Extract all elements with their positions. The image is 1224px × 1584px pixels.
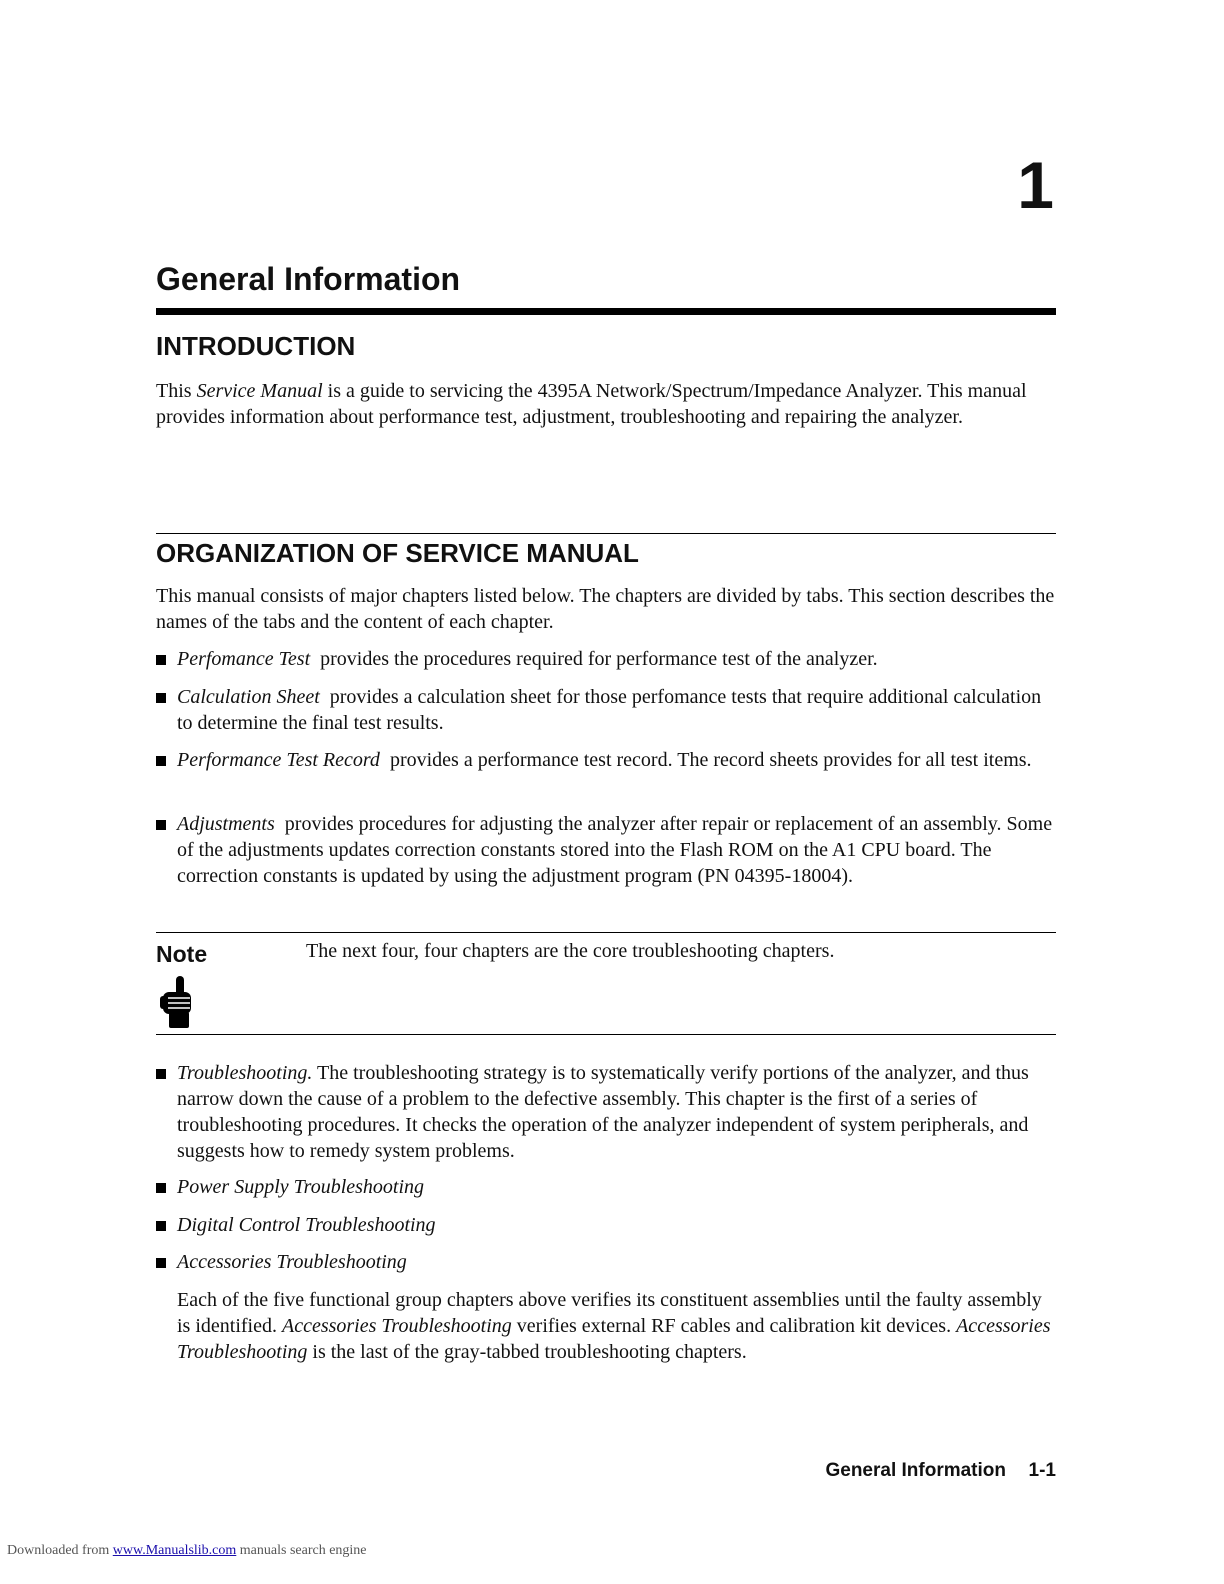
list-item-title: Power Supply Troubleshooting — [177, 1176, 425, 1198]
introduction-paragraph: This Service Manual is a guide to servicing the 4395A Network/Spectrum/Impedance Analyzer. This manual provides information about performance test, adjustment, troubleshooting and repairing the analyzer. — [156, 380, 1027, 428]
bullet-square-icon — [156, 1183, 166, 1193]
footer-page-number: 1-1 — [1028, 1460, 1056, 1481]
bullet-square-icon — [156, 820, 166, 830]
title-rule — [156, 308, 1056, 315]
list-item — [156, 1174, 1056, 1200]
closing-paragraph: Each of the five functional group chapters above verifies its constituent assemblies until the faulty assembly is identified. Accessories Troubleshooting verifies external RF cables and calibration kit devices. Accessories Troubleshooting is the last of the gray-tabbed troubleshooting chapters. — [177, 1289, 1051, 1363]
bullet-square-icon — [156, 1069, 166, 1079]
list-item — [156, 1212, 1056, 1238]
list-item: Troubleshooting. The troubleshooting strategy is to systematically verify portions of the analyzer, and thus narrow down the cause of a problem to the defective assembly. This chapter is the first of a series of troubleshooting procedures. It checks the operation of the analyzer independent of system peripherals, and suggests how to remedy system problems. — [156, 1060, 1056, 1164]
list-item: Performance Test Record provides a performance test record. The record sheets provides for all test items. — [156, 747, 1056, 773]
chapter-number: 1 — [1017, 148, 1054, 222]
list-item-title: Calculation Sheet — [177, 686, 320, 708]
list-item — [156, 1249, 1056, 1275]
bullet-square-icon — [156, 1221, 166, 1231]
list-item-title: Perfomance Test — [177, 648, 311, 670]
introduction-heading: INTRODUCTION — [156, 331, 356, 361]
service-manual-term: Service Manual — [196, 380, 323, 402]
bullet-square-icon — [156, 693, 166, 703]
footer-section-title: General Information — [825, 1460, 1006, 1481]
list-item: Adjustments provides procedures for adjusting the analyzer after repair or replacement of an assembly. Some of the adjustments updates correction constants stored into the Flash ROM on the A1 CPU board. The correction constants is updated by using the adjustment program (PN 04395-18004). — [156, 811, 1056, 889]
bullet-square-icon — [156, 756, 166, 766]
manualslib-link[interactable]: www.Manualslib.com — [112, 1543, 237, 1558]
bullet-square-icon — [156, 655, 166, 665]
list-item-title: Digital Control Troubleshooting — [177, 1214, 436, 1236]
list-item-title: Adjustments — [177, 813, 275, 835]
section-rule — [156, 533, 1056, 534]
download-footer: Downloaded from www.Manualslib.com manuals search engine — [7, 1543, 367, 1558]
list-item-title: Accessories Troubleshooting — [177, 1251, 407, 1273]
pointing-hand-icon — [160, 976, 196, 1030]
note-label: Note — [156, 941, 208, 967]
bullet-square-icon — [156, 1258, 166, 1268]
chapter-title: General Information — [156, 261, 461, 297]
note-text: The next four, four chapters are the core troubleshooting chapters. — [306, 940, 835, 962]
list-item-title: Performance Test Record — [177, 749, 380, 771]
organization-paragraph: This manual consists of major chapters listed below. The chapters are divided by tabs. This section describes the names of the tabs and the content of each chapter. — [156, 585, 1055, 633]
note-rule-bottom — [156, 1034, 1056, 1035]
list-item: Calculation Sheet provides a calculation sheet for those perfomance tests that require additional calculation to determine the final test results. — [156, 684, 1056, 736]
organization-heading: ORGANIZATION OF SERVICE MANUAL — [156, 538, 639, 568]
note-rule-top — [156, 932, 1056, 933]
list-item: Perfomance Test provides the procedures required for performance test of the analyzer. — [156, 646, 1056, 672]
list-item-title: Troubleshooting. — [177, 1062, 313, 1084]
